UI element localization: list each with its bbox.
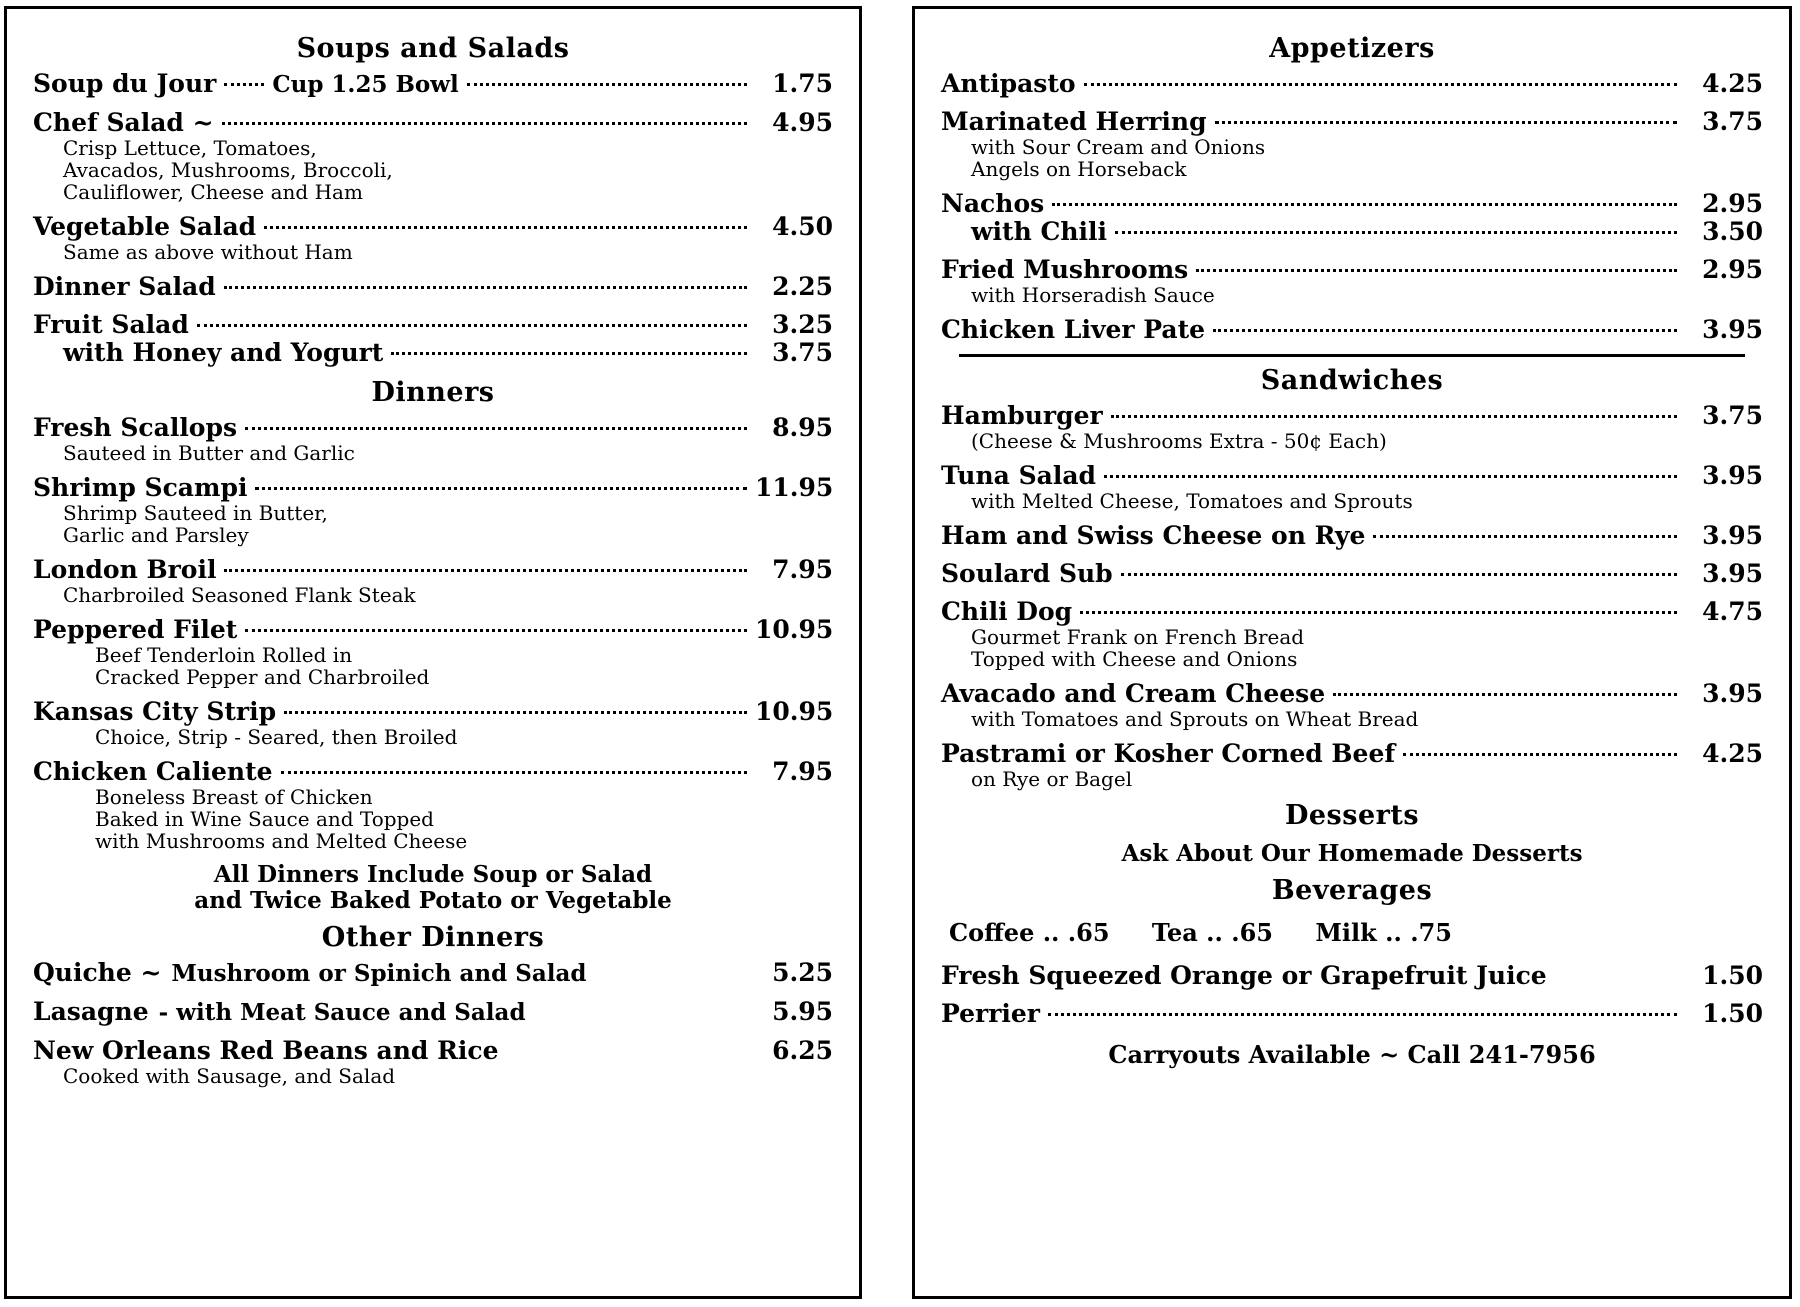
dot-leader (245, 629, 747, 632)
item-price: 3.25 (772, 310, 833, 339)
menu-item (941, 560, 1763, 588)
dot-leader (594, 972, 747, 975)
item-name: Quiche ~ (33, 958, 162, 987)
menu-item (941, 462, 1763, 512)
menu-item (941, 740, 1763, 790)
item-name: New Orleans Red Beans and Rice (33, 1036, 499, 1065)
dot-leader (224, 286, 747, 289)
menu-item (33, 1037, 833, 1087)
menu-item (941, 70, 1763, 98)
coffee-item: Coffee .. .65 (949, 918, 1110, 947)
item-desc: Boneless Breast of Chicken (95, 785, 373, 809)
item-name: Chicken Liver Pate (941, 315, 1206, 344)
menu-item (941, 256, 1763, 306)
item-price: 3.95 (1702, 315, 1763, 344)
item-desc: Cooked with Sausage, and Salad (63, 1064, 396, 1088)
menu-item (33, 273, 833, 301)
dot-leader (507, 1050, 747, 1053)
item-name: Fresh Scallops (33, 413, 238, 442)
dot-leader (1213, 329, 1677, 332)
menu-item (33, 109, 833, 203)
tea-item: Tea .. .65 (1151, 918, 1273, 947)
menu-item (33, 474, 833, 546)
item-price: 5.25 (772, 958, 833, 987)
item-name: Chicken Caliente (33, 757, 273, 786)
dot-leader (1104, 475, 1677, 478)
item-variant: with Honey and Yogurt (63, 338, 384, 367)
menu-item (33, 414, 833, 464)
dot-leader (1052, 203, 1677, 206)
dot-leader (1215, 121, 1677, 124)
dot-leader (1555, 975, 1677, 978)
note-line: and Twice Baked Potato or Vegetable (194, 887, 672, 914)
item-price: 1.50 (1702, 961, 1763, 990)
item-name: Soup du Jour (33, 69, 217, 98)
item-desc: Baked in Wine Sauce and Topped (95, 807, 434, 831)
item-name: Soulard Sub (941, 559, 1113, 588)
dot-leader (1196, 269, 1677, 272)
dot-leader (245, 427, 747, 430)
dot-leader (1080, 611, 1677, 614)
menu-item (941, 962, 1763, 990)
item-name: Lasagne (33, 997, 149, 1026)
item-price: 3.75 (772, 338, 833, 367)
item-name: Vegetable Salad (33, 212, 257, 241)
dot-leader (222, 122, 747, 125)
item-name: Perrier (941, 999, 1040, 1028)
item-name: Pastrami or Kosher Corned Beef (941, 739, 1396, 768)
item-desc: on Rye or Bagel (971, 767, 1133, 791)
desserts-heading: Desserts (1284, 800, 1420, 831)
dot-leader (1048, 1013, 1677, 1016)
beverages-heading: Beverages (1271, 875, 1433, 906)
note-line: All Dinners Include Soup or Salad (213, 861, 653, 888)
item-price: 3.95 (1702, 559, 1763, 588)
right-menu-page (912, 6, 1792, 1299)
item-name: London Broil (33, 555, 217, 584)
other-dinners-heading: Other Dinners (321, 922, 545, 953)
item-desc: Avacados, Mushrooms, Broccoli, (63, 158, 393, 182)
dot-leader (264, 226, 747, 229)
item-desc: Gourmet Frank on French Bread (971, 625, 1305, 649)
menu-item (33, 556, 833, 606)
menu-item (941, 402, 1763, 452)
item-variant: with Chili (971, 217, 1108, 246)
dot-leader (281, 771, 747, 774)
dinners-heading: Dinners (371, 377, 495, 408)
dot-leader (1403, 753, 1677, 756)
milk-item: Milk .. .75 (1315, 918, 1452, 947)
menu-item (33, 698, 833, 748)
item-desc: (Cheese & Mushrooms Extra - 50¢ Each) (971, 429, 1387, 453)
item-price: 7.95 (772, 555, 833, 584)
item-desc: Shrimp Sauteed in Butter, (63, 501, 328, 525)
item-price: 4.75 (1702, 597, 1763, 626)
item-desc: with Sour Cream and Onions (971, 135, 1266, 159)
item-extra: Mushroom or Spinich and Salad (171, 960, 587, 987)
soups-salads-heading: Soups and Salads (296, 33, 570, 64)
item-price: 1.75 (772, 69, 833, 98)
item-name: Kansas City Strip (33, 697, 277, 726)
item-price: 10.95 (755, 615, 834, 644)
item-name: Avacado and Cream Cheese (941, 679, 1326, 708)
section-divider (959, 354, 1745, 357)
dot-leader (1115, 231, 1677, 234)
dot-leader (467, 83, 747, 86)
item-desc: Angels on Horseback (971, 157, 1187, 181)
menu-item (33, 998, 833, 1027)
item-price: 8.95 (772, 413, 833, 442)
item-price: 3.95 (1702, 679, 1763, 708)
item-name: Fruit Salad (33, 310, 189, 339)
item-price: 6.25 (772, 1036, 833, 1065)
menu-item (33, 70, 833, 99)
dot-leader (255, 487, 747, 490)
item-name: Peppered Filet (33, 615, 238, 644)
item-desc: Beef Tenderloin Rolled in (95, 643, 353, 667)
item-price: 2.95 (1702, 255, 1763, 284)
item-price: 1.50 (1702, 999, 1763, 1028)
menu-item (941, 316, 1763, 344)
item-price: 4.25 (1702, 69, 1763, 98)
item-desc: Charbroiled Seasoned Flank Steak (63, 583, 416, 607)
item-desc: Cauliflower, Cheese and Ham (63, 180, 363, 204)
dot-leader (534, 1011, 747, 1014)
item-desc: with Mushrooms and Melted Cheese (95, 829, 468, 853)
hot-drinks-line (941, 918, 1763, 948)
item-price: 4.50 (772, 212, 833, 241)
dot-leader (1111, 415, 1677, 418)
dot-leader (1373, 535, 1677, 538)
item-desc: Choice, Strip - Seared, then Broiled (95, 725, 458, 749)
item-name: Fried Mushrooms (941, 255, 1189, 284)
menu-item (941, 680, 1763, 730)
item-name: Marinated Herring (941, 107, 1207, 136)
item-price: 5.95 (772, 997, 833, 1026)
menu-item (33, 959, 833, 988)
item-price: 2.95 (1702, 189, 1763, 218)
menu-item (941, 190, 1763, 246)
item-name: Chili Dog (941, 597, 1073, 626)
item-desc: with Tomatoes and Sprouts on Wheat Bread (971, 707, 1419, 731)
menu-item (941, 598, 1763, 670)
item-price: 10.95 (755, 697, 834, 726)
item-name: Shrimp Scampi (33, 473, 248, 502)
left-menu-page (4, 6, 862, 1299)
item-desc: Cracked Pepper and Charbroiled (95, 665, 430, 689)
item-price: 2.25 (772, 272, 833, 301)
item-desc: Crisp Lettuce, Tomatoes, (63, 136, 317, 160)
sandwiches-heading: Sandwiches (1260, 365, 1444, 396)
item-extra: - with Meat Sauce and Salad (158, 999, 526, 1026)
item-desc: Topped with Cheese and Onions (971, 647, 1298, 671)
dot-leader (1333, 693, 1677, 696)
item-price: 7.95 (772, 757, 833, 786)
item-price: 3.50 (1702, 217, 1763, 246)
item-desc: with Melted Cheese, Tomatoes and Sprouts (971, 489, 1413, 513)
item-name: Chef Salad ~ (33, 108, 214, 137)
dot-leader (197, 324, 747, 327)
item-extra: Cup 1.25 Bowl (272, 71, 459, 98)
dinners-note (33, 862, 833, 914)
dot-leader (284, 711, 747, 714)
desserts-note: Ask About Our Homemade Desserts (1121, 840, 1583, 867)
menu-item (33, 616, 833, 688)
item-desc: with Horseradish Sauce (971, 283, 1215, 307)
menu-item (941, 522, 1763, 550)
item-desc: Sauteed in Butter and Garlic (63, 441, 355, 465)
item-price: 11.95 (755, 473, 834, 502)
dot-leader (1084, 83, 1677, 86)
item-name: Hamburger (941, 401, 1103, 430)
item-price: 3.75 (1702, 401, 1763, 430)
dot-leader (391, 352, 747, 355)
item-price: 3.75 (1702, 107, 1763, 136)
item-price: 3.95 (1702, 461, 1763, 490)
item-price: 4.25 (1702, 739, 1763, 768)
dot-leader (224, 83, 264, 86)
item-name: Dinner Salad (33, 272, 216, 301)
appetizers-heading: Appetizers (1269, 33, 1435, 64)
item-name: Antipasto (941, 69, 1076, 98)
item-name: Ham and Swiss Cheese on Rye (941, 521, 1366, 550)
item-name: Nachos (941, 189, 1045, 218)
menu-item (33, 311, 833, 367)
carryout-footer: Carryouts Available ~ Call 241-7956 (1108, 1040, 1596, 1069)
item-price: 4.95 (772, 108, 833, 137)
item-price: 3.95 (1702, 521, 1763, 550)
dot-leader (1121, 573, 1677, 576)
item-name: Fresh Squeezed Orange or Grapefruit Juice (941, 961, 1547, 990)
menu-item (941, 1000, 1763, 1028)
item-name: Tuna Salad (941, 461, 1096, 490)
menu-item (33, 213, 833, 263)
menu-item (33, 758, 833, 852)
item-desc: Same as above without Ham (63, 240, 353, 264)
dot-leader (224, 569, 747, 572)
item-desc: Garlic and Parsley (63, 523, 249, 547)
menu-item (941, 108, 1763, 180)
